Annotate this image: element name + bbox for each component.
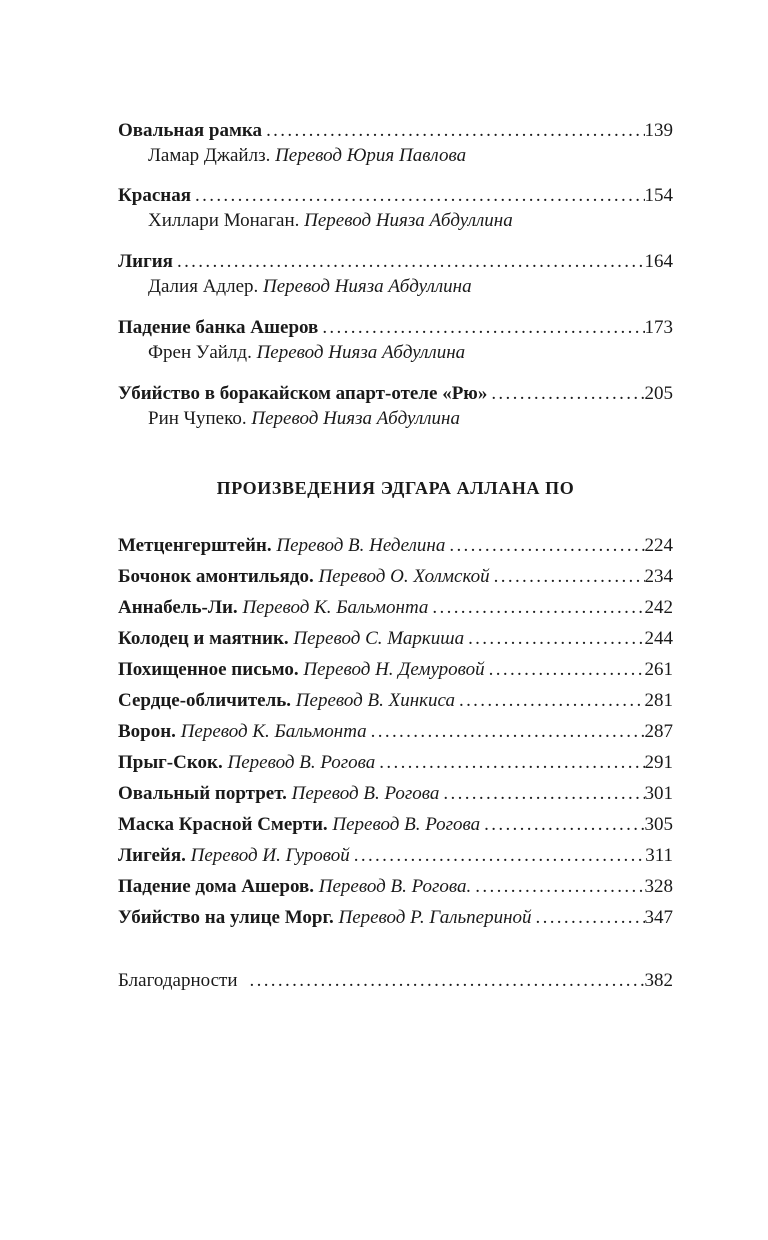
toc-entry	[118, 183, 673, 209]
entry-title: Убийство на улице Морг.	[118, 907, 334, 928]
entry-translation: Перевод И. Гуровой	[190, 845, 350, 866]
leader-dots	[532, 905, 645, 931]
entry-title: Сердце-обличитель.	[118, 690, 292, 711]
entry-title: Лигейя.	[118, 845, 186, 866]
page-number: 242	[644, 597, 673, 618]
entry-author: Френ Уайлд.	[148, 342, 252, 363]
entry-author: Хиллари Монаган.	[148, 210, 300, 231]
page-number: 347	[644, 907, 673, 928]
entry-translation: Перевод Н. Демуровой	[303, 659, 485, 680]
leader-dots	[238, 968, 645, 994]
entry-translation: Перевод Нияза Абдуллина	[304, 210, 513, 231]
toc-entry	[118, 843, 673, 869]
entry-translation: Перевод К. Бальмонта	[242, 597, 429, 618]
leader-dots	[191, 183, 644, 209]
entry-title: Маска Красной Смерти.	[118, 814, 328, 835]
entry-title: Колодец и маятник.	[118, 628, 289, 649]
leader-dots	[375, 750, 644, 776]
page-number: 328	[644, 876, 673, 897]
entry-credit	[148, 274, 472, 300]
toc-entry	[118, 118, 673, 144]
toc-entry	[118, 249, 673, 275]
entry-title: Красная	[118, 185, 192, 206]
page-number: 261	[644, 659, 673, 680]
leader-dots	[487, 381, 644, 407]
leader-dots	[485, 657, 645, 683]
entry-author: Далия Адлер.	[148, 276, 259, 297]
entry-title: Похищенное письмо.	[118, 659, 299, 680]
toc-entry	[118, 595, 673, 621]
entry-title: Овальный портрет.	[118, 783, 287, 804]
leader-dots	[445, 533, 644, 559]
page-number: 154	[644, 185, 673, 206]
toc-entry	[118, 626, 673, 652]
section-heading: ПРОИЗВЕДЕНИЯ ЭДГАРА АЛЛАНА ПО	[216, 478, 575, 498]
toc-entry	[118, 688, 673, 714]
toc-entry	[118, 564, 673, 590]
page-number: 291	[644, 752, 673, 773]
entry-translation: Перевод В. Рогова	[227, 752, 376, 773]
toc-entry	[118, 533, 673, 559]
entry-title: Метценгерштейн.	[118, 535, 272, 556]
leader-dots	[428, 595, 644, 621]
leader-dots	[439, 781, 644, 807]
page-number: 301	[644, 783, 673, 804]
leader-dots	[262, 118, 644, 144]
entry-title: Аннабель-Ли.	[118, 597, 238, 618]
entry-author: Рин Чупеко.	[148, 408, 247, 429]
entry-credit	[148, 406, 460, 432]
page-number: 281	[644, 690, 673, 711]
page-number: 382	[644, 970, 673, 991]
entry-translation: Перевод В. Рогова	[332, 814, 481, 835]
toc-page	[118, 0, 673, 1240]
page-number: 164	[644, 251, 673, 272]
toc-entry	[118, 874, 673, 900]
page-number: 244	[644, 628, 673, 649]
leader-dots	[173, 249, 645, 275]
page-number: 305	[644, 814, 673, 835]
entry-translation: Перевод К. Бальмонта	[180, 721, 367, 742]
entry-translation: Перевод С. Маркиша	[293, 628, 465, 649]
entry-translation: Перевод В. Рогова	[291, 783, 440, 804]
entry-credit	[148, 208, 513, 234]
entry-title: Лигия	[118, 251, 173, 272]
entry-title: Благодарности	[118, 970, 238, 991]
entry-translation: Перевод В. Рогова.	[318, 876, 472, 897]
leader-dots	[367, 719, 645, 745]
entry-title: Ворон.	[118, 721, 176, 742]
page-number: 139	[644, 120, 673, 141]
entry-translation: Перевод Р. Гальпериной	[338, 907, 532, 928]
entry-title: Овальная рамка	[118, 120, 263, 141]
toc-entry	[118, 315, 673, 341]
leader-dots	[464, 626, 644, 652]
entry-title: Прыг-Скок.	[118, 752, 223, 773]
page-number: 234	[644, 566, 673, 587]
entry-translation: Перевод Нияза Абдуллина	[251, 408, 460, 429]
toc-entry	[118, 381, 673, 407]
entry-title: Бочонок амонтильядо.	[118, 566, 314, 587]
page-number: 173	[644, 317, 673, 338]
entry-translation: Перевод О. Холмской	[318, 566, 490, 587]
leader-dots	[480, 812, 644, 838]
leader-dots	[471, 874, 644, 900]
toc-entry	[118, 812, 673, 838]
entry-translation: Перевод В. Хинкиса	[295, 690, 455, 711]
toc-entry-acknowledgements	[118, 968, 673, 994]
toc-entry	[118, 905, 673, 931]
leader-dots	[318, 315, 644, 341]
entry-translation: Перевод Нияза Абдуллина	[263, 276, 472, 297]
toc-entry	[118, 750, 673, 776]
entry-credit	[148, 143, 466, 169]
entry-credit	[148, 340, 465, 366]
entry-translation: Перевод Юрия Павлова	[275, 145, 467, 166]
page-number: 224	[644, 535, 673, 556]
page-number: 205	[644, 383, 673, 404]
toc-entry	[118, 719, 673, 745]
page-number: 311	[645, 845, 673, 866]
entry-author: Ламар Джайлз.	[148, 145, 271, 166]
leader-dots	[350, 843, 645, 869]
leader-dots	[455, 688, 645, 714]
leader-dots	[490, 564, 645, 590]
entry-title: Падение банка Ашеров	[118, 317, 319, 338]
entry-translation: Перевод Нияза Абдуллина	[256, 342, 466, 363]
entry-title: Убийство в боракайском апарт-отеле «Рю»	[118, 383, 488, 404]
toc-entry	[118, 657, 673, 683]
entry-translation: Перевод В. Неделина	[276, 535, 446, 556]
entry-title: Падение дома Ашеров.	[118, 876, 315, 897]
page-number: 287	[644, 721, 673, 742]
toc-entry	[118, 781, 673, 807]
